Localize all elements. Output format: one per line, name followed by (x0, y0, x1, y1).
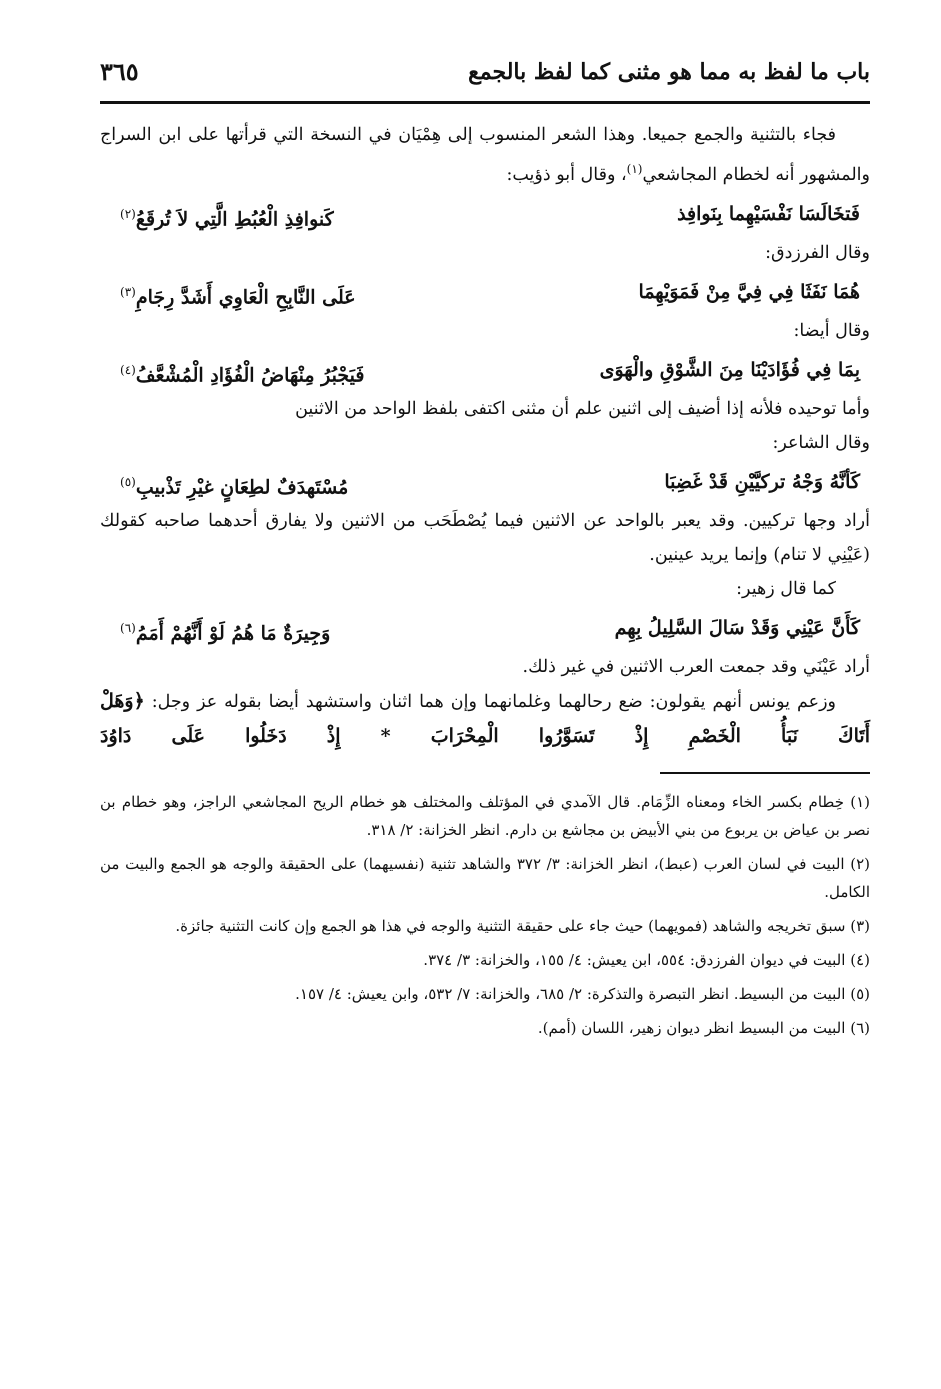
book-page (100, 55, 870, 1375)
footnote: (٦) البيت من البسيط انظر ديوان زهير، اللسان (أمم). (537, 1018, 870, 1037)
verse-4-second-hemistich: مُسْتَهدَفٌ لطِعَانٍ غيْرِ تَذْبيبِ$^{(٥)}$ (120, 474, 349, 499)
verse-5 (100, 606, 870, 650)
footnote: (٣) سبق تخريجه والشاهد (فمويهما) حيث جاء على حقيقة التثنية والوجه في هذا هو الجمع وإن كانت التثنية جائزة. (175, 916, 870, 935)
intro-also: وقال أيضا: (793, 320, 870, 341)
main-text (100, 104, 870, 754)
footnote-ref-6: (٦) (120, 620, 136, 635)
paragraph-4: أراد عَيْنَي وقد جمعت العرب الاثنين في غير ذلك. (522, 656, 870, 677)
footnote-divider (660, 772, 870, 774)
footnote: (١) خِطام بكسر الخاء ومعناه الزِّمَام. قال الآمدي في المؤتلف والمختلف هو خطام الريح المجاشعي الراجز، وهو خطام بن نصر بن عياض بن يربوع من بني الأبيض بن مجاشع بن دارم. انظر الخزانة: ٢/ ٣١٨. (100, 792, 870, 839)
paragraph-3: أراد وجها تركيين. وقد يعبر بالواحد عن الاثنين فيما يُصْطَحَب من الاثنين ولا يفارق أحدهما صاحبه كقولك (عَيْنِي لا تنام) وإنما يريد عينين. (100, 510, 870, 565)
footnote: (٥) البيت من البسيط. انظر التبصرة والتذكرة: ٢/ ٦٨٥، والخزانة: ٧/ ٥٣٢، وابن يعيش: ٤/ ١٥٧. (295, 984, 870, 1003)
verse-3-second-hemistich: فَيَجْبُرُ مِنْهَاضُ الْفُؤَادِ الْمُشْعَّفُ$^{(٤)}$ (120, 362, 365, 387)
verse-2-first-hemistich: هُمَا نَفَثَا فِي فِيَّ مِنْ فَمَوَيْهِمَا (638, 280, 860, 303)
verse-4-first-hemistich: كَأنَّهُ وَجْهُ تركيَّيْنِ قَدْ غَضِبَا (664, 470, 860, 493)
verse-1 (100, 192, 870, 236)
verse-3-first-hemistich: بِمَا فِي فُؤَادَيْنَا مِنَ الشَّوْقِ والْهَوَى (599, 358, 860, 381)
footnote: (٢) البيت في لسان العرب (عبط)، انظر الخزانة: ٣/ ٣٧٢ والشاهد تثنية (نفسيهما) على الحقيقة والوجه هو الجمع والبيت من الكامل. (100, 854, 870, 901)
paragraph-2: وأما توحيده فلأنه إذا أضيف إلى اثنين علم أن مثنى اكتفى بلفظ الواحد من الاثنين (295, 398, 870, 419)
chapter-title: باب ما لفظ به مما هو مثنى كما لفظ بالجمع (468, 59, 870, 85)
footnote: (٤) البيت في ديوان الفرزدق: ٥٥٤، ابن يعيش: ٤/ ١٥٥، والخزانة: ٣/ ٣٧٤. (423, 950, 870, 969)
verse-3 (100, 348, 870, 392)
intro-poet: وقال الشاعر: (772, 432, 870, 453)
footnote-ref-3: (٣) (120, 284, 136, 299)
footnote-ref-4: (٤) (120, 362, 136, 377)
verse-2-second-hemistich: عَلَى النَّابِحِ الْعَاوِي أَشَدَّ رِجَامِ$^{(٣)}$ (120, 284, 356, 309)
verse-1-second-hemistich: كَنوافِذِ الْعُبُطِ الَّتِي لاَ تُرقَعُ$^{(٢)}$ (120, 206, 334, 231)
page-number: ٣٦٥ (100, 57, 139, 86)
paragraph-1: فجاء بالتثنية والجمع جميعا. وهذا الشعر المنسوب إلى هِمْيَان في النسخة التي قرأتها على ابن السراج والمشهور أنه لخطام المجاشعي$^{(١)}$، وقال أبو ذؤيب: (100, 125, 870, 185)
page-header (100, 55, 870, 104)
verse-5-first-hemistich: كَأَنَّ عَيْنِي وَقَدْ سَالَ السَّلِيلُ بِهِم (614, 616, 860, 639)
footnote-ref-2: (٢) (120, 206, 136, 221)
verse-4 (100, 460, 870, 504)
quran-quote: ﴿وَهَلْ أَتَاكَ نَبَأُ الْخَصْمِ إِذْ تَسَوَّرُوا الْمِحْرَابَ * إِذْ دَخَلُوا عَلَى دَاوُدَ (100, 689, 870, 747)
verse-2 (100, 270, 870, 314)
footnote-ref-5: (٥) (120, 474, 136, 489)
verse-5-second-hemistich: وَجِيرَةٌ مَا هُمُ لَوْ أَنَّهُمْ أَمَمُ$^{(٦)}$ (120, 620, 331, 645)
intro-farazdaq: وقال الفرزدق: (765, 242, 870, 263)
intro-zuhair: كما قال زهير: (736, 578, 836, 599)
paragraph-5: وزعم يونس أنهم يقولون: ضع رحالهما وغلمانهما وإن هما اثنان واستشهد أيضا بقوله عز وجل: ﴿وَهَلْ أَتَاكَ نَبَأُ الْخَصْمِ إِذْ تَسَوَّرُوا الْمِحْرَابَ * إِذْ دَخَلُوا عَلَى دَاوُدَ (100, 689, 870, 747)
footnote-ref-1: (١) (626, 162, 643, 176)
verse-1-first-hemistich: فَتخَالَسَا نَفْسَيْهِما بِنَوافِذ (677, 202, 860, 225)
footnotes (100, 788, 870, 1042)
